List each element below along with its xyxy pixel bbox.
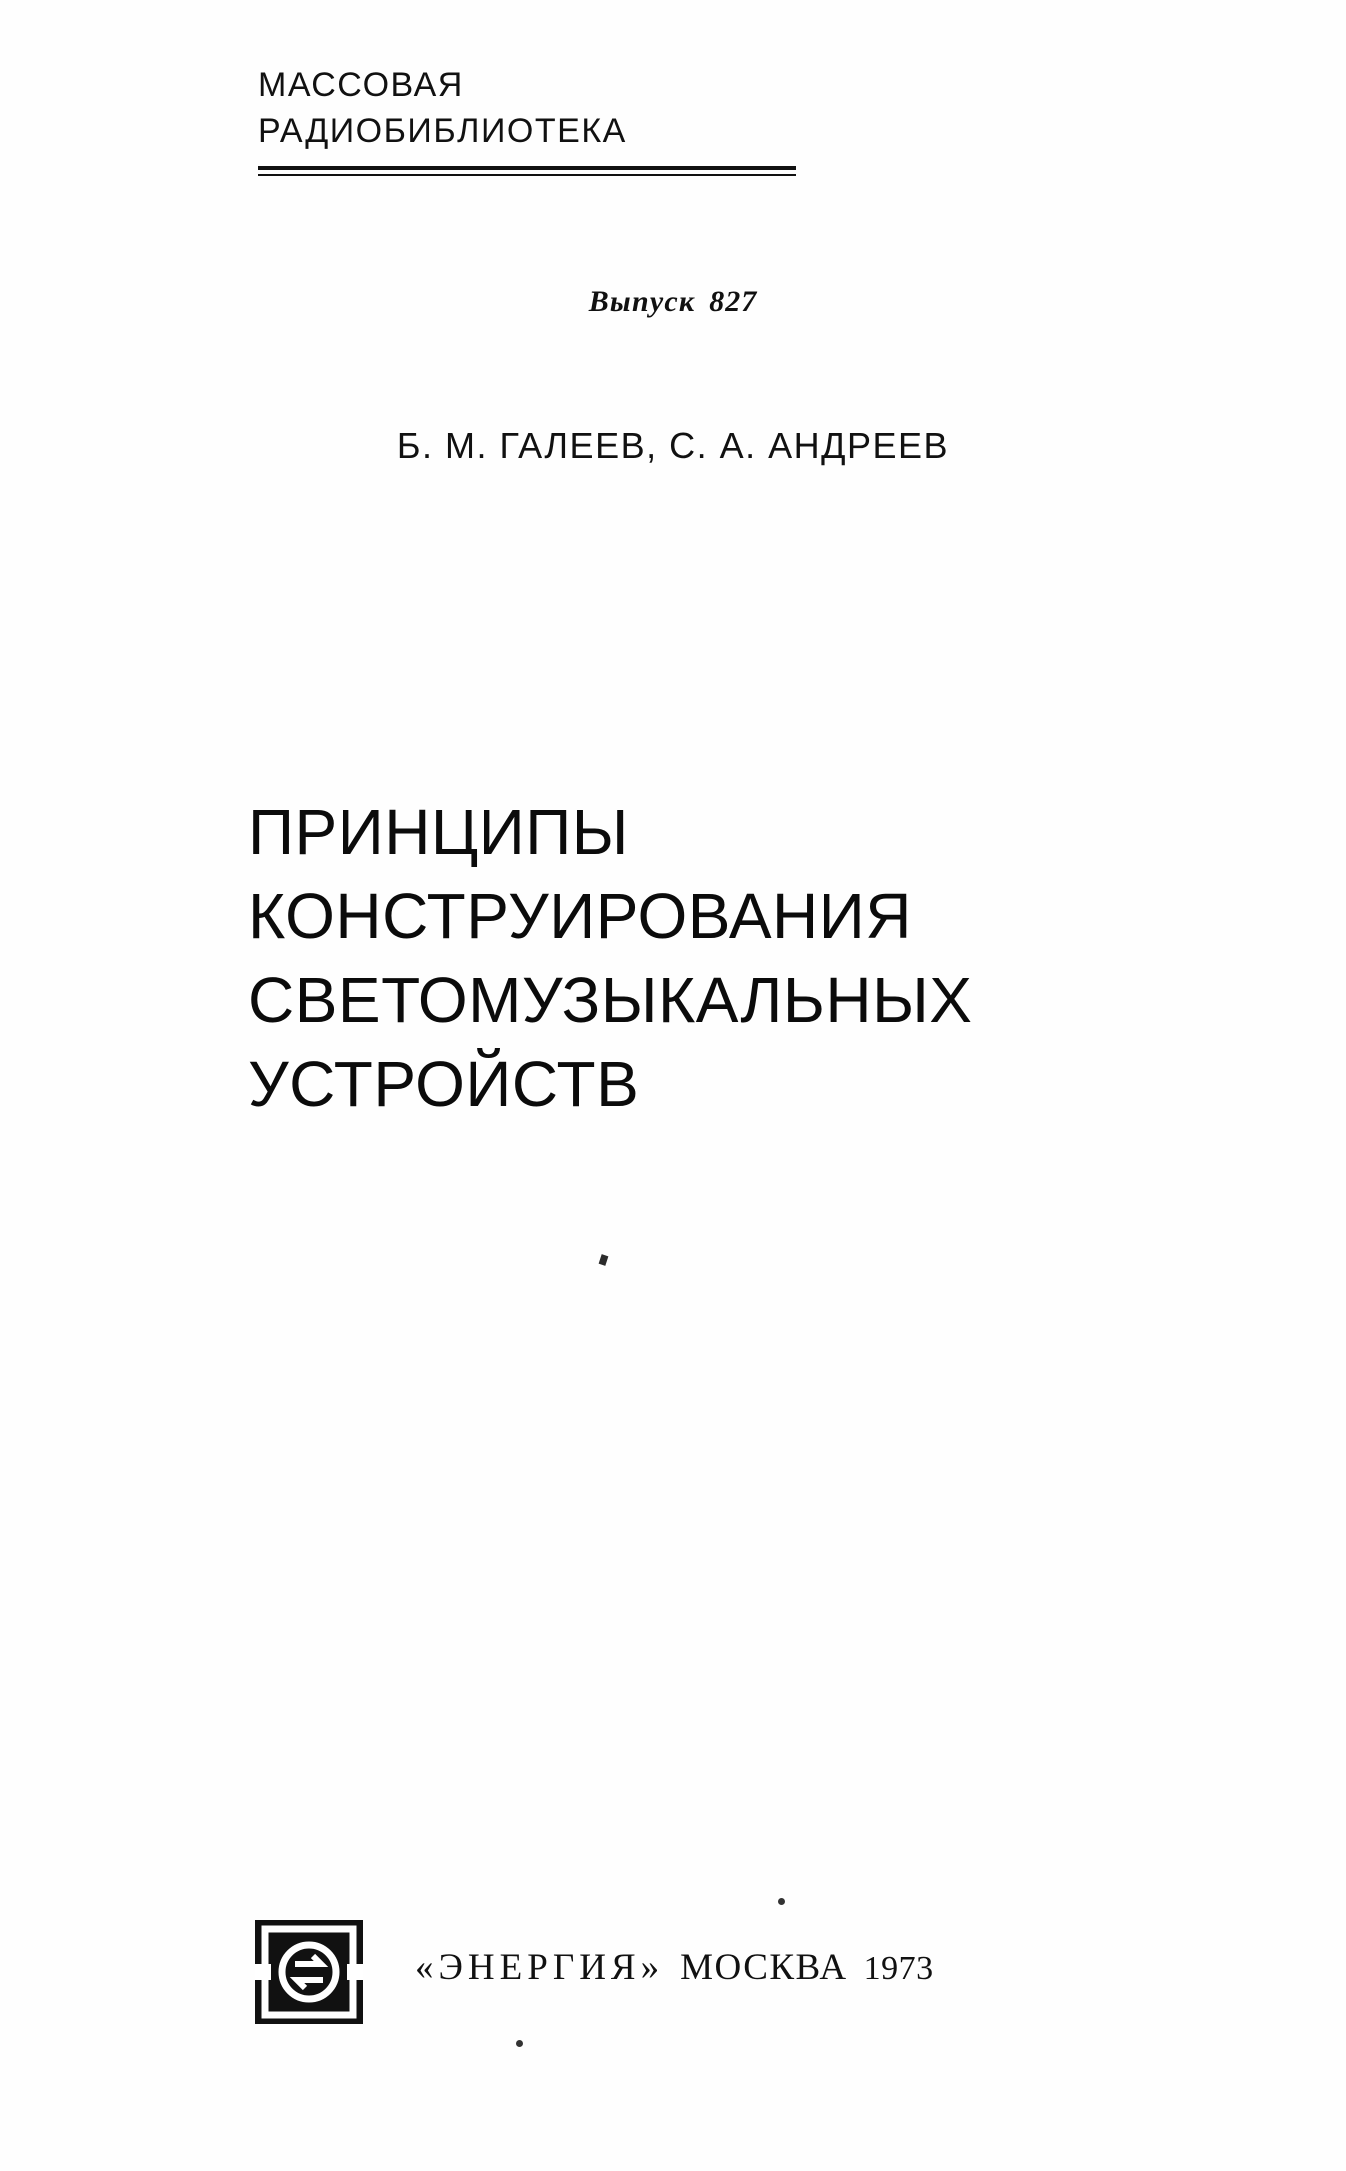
title-line-3: СВЕТОМУЗЫКАЛЬНЫХ — [248, 964, 973, 1036]
issue-value: 827 — [709, 285, 758, 318]
scan-artifact-mark-1 — [599, 1254, 609, 1266]
series-title-line-1: МАССОВАЯ — [258, 66, 464, 104]
publisher-line — [415, 1946, 934, 1989]
divider-rule-thick — [258, 166, 796, 170]
title-line-2: КОНСТРУИРОВАНИЯ — [248, 880, 912, 952]
series-title-line-2: РАДИОБИБЛИОТЕКА — [258, 112, 627, 150]
publisher-footer — [255, 1920, 1095, 2030]
scan-artifact-mark-3 — [516, 2040, 523, 2047]
energia-publisher-logo-icon — [255, 1920, 363, 2024]
publisher-city: МОСКВА — [680, 1947, 848, 1988]
publisher-name: «ЭНЕРГИЯ» — [415, 1947, 665, 1988]
series-divider — [258, 166, 796, 176]
series-header — [258, 62, 818, 176]
divider-rule-thin — [258, 174, 796, 176]
issue-number — [0, 285, 1346, 319]
title-line-4: УСТРОЙСТВ — [248, 1048, 640, 1120]
title-line-1: ПРИНЦИПЫ — [248, 796, 629, 868]
publication-year: 1973 — [863, 1950, 934, 1987]
book-title — [248, 790, 1248, 1126]
issue-label: Выпуск — [588, 285, 696, 318]
scan-artifact-mark-2 — [778, 1898, 785, 1905]
authors-line: Б. М. ГАЛЕЕВ, С. А. АНДРЕЕВ — [396, 425, 950, 466]
